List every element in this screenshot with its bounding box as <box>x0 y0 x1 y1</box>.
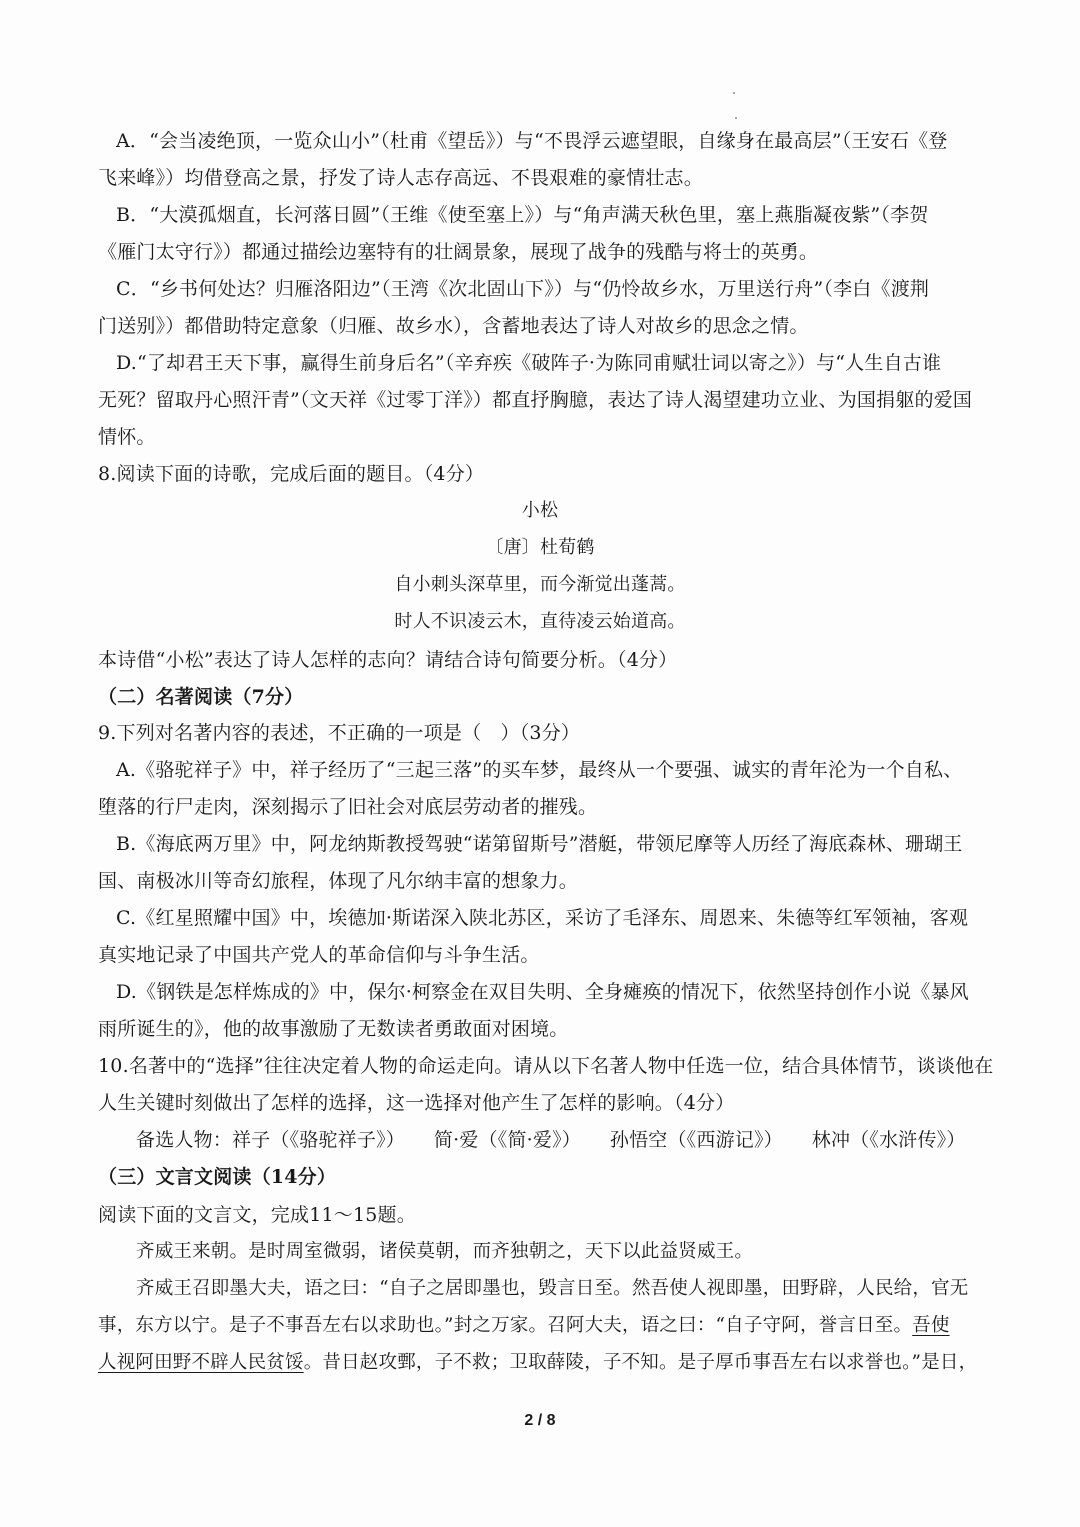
q9-option-a-line2: 堕落的行尸走肉，深刻揭示了旧社会对底层劳动者的摧残。 <box>98 796 598 818</box>
q7-option-c-line1: C．“乡书何处达？归雁洛阳边”（王湾《次北固山下》）与“仍怜故乡水，万里送行舟”（李白《渡荆 <box>116 278 930 300</box>
q9-option-b-line2: 国、南极冰川等奇幻旅程，体现了凡尔纳丰富的想象力。 <box>98 870 579 892</box>
q7-option-b-line1: B．“大漠孤烟直，长河落日圆”（王维《使至塞上》）与“角声满天秋色里，塞上燕脂凝夜紫”（李贺 <box>116 204 929 226</box>
classical-paragraph-2-line1: 齐威王召即墨大夫，语之曰：“自子之居即墨也，毁言日至。然吾使人视即墨，田野辟，人民给，官无 <box>136 1278 969 1299</box>
classical-intro: 阅读下面的文言文，完成11～15题。 <box>98 1204 416 1226</box>
q10-prompt-line2: 人生关键时刻做出了怎样的选择，这一选择对他产生了怎样的影响。（4分） <box>98 1092 735 1114</box>
q7-option-c-line2: 门送别》）都借助特定意象（归雁、故乡水），含蓄地表达了诗人对故乡的思念之情。 <box>98 315 809 337</box>
section-heading-classical-chinese: （三）文言文阅读（14分） <box>98 1166 337 1188</box>
classical-paragraph-1: 齐威王来朝。是时周室微弱，诸侯莫朝，而齐独朝之，天下以此益贤威王。 <box>136 1241 754 1262</box>
section-heading-classics: （二）名著阅读（7分） <box>98 686 304 708</box>
q9-option-d-line1: D.《钢铁是怎样炼成的》中，保尔·柯察金在双目失明、全身瘫痪的情况下，依然坚持创作小说《暴风 <box>116 981 969 1003</box>
q8-prompt: 8.阅读下面的诗歌，完成后面的题目。（4分） <box>98 463 485 485</box>
classical-paragraph-2-line2 <box>98 1313 950 1339</box>
underlined-sentence-start: 吾使 <box>912 1315 950 1336</box>
q7-option-a-line2: 飞来峰》）均借登高之景，抒发了诗人志存高远、不畏艰难的豪情壮志。 <box>98 167 703 189</box>
q9-option-d-line2: 雨所诞生的》，他的故事激励了无数读者勇敢面对困境。 <box>98 1018 569 1040</box>
poem-title: 小松 <box>521 500 559 521</box>
classical-text: 。昔日赵攻鄄，子不救；卫取薛陵，子不知。是子厚币事吾左右以求誉也。”是日， <box>303 1352 978 1373</box>
q10-prompt-line1: 10.名著中的“选择”往往决定着人物的命运走向。请从以下名著人物中任选一位，结合具体情节，谈谈他在 <box>98 1055 994 1077</box>
scan-speck <box>735 117 737 119</box>
scan-speck <box>733 92 735 94</box>
q7-option-d-line2: 无死？留取丹心照汗青”（文天祥《过零丁洋》）都直抒胸臆，表达了诗人渴望建功立业、为国捐躯的爱国 <box>98 389 973 411</box>
q7-option-d-line3: 情怀。 <box>98 426 156 448</box>
classical-paragraph-2-line3 <box>98 1350 977 1376</box>
q9-option-a-line1: A.《骆驼祥子》中，祥子经历了“三起三落”的买车梦，最终从一个要强、诚实的青年沦为一个自私、 <box>116 759 963 781</box>
q7-option-a-line1: A．“会当凌绝顶，一览众山小”（杜甫《望岳》）与“不畏浮云遮望眼，自缘身在最高层”（王安石《登 <box>116 130 948 152</box>
q7-option-d-line1: D.“了却君王天下事，赢得生前身后名”（辛弃疾《破阵子·为陈同甫赋壮词以寄之》）与“人生自古谁 <box>116 352 942 374</box>
q9-prompt: 9.下列对名著内容的表述，不正确的一项是（ ）（3分） <box>98 722 581 744</box>
classical-text: 事，东方以宁。是子不事吾左右以求助也。”封之万家。召阿大夫，语之曰：“自子守阿，誉言日至。 <box>98 1315 913 1336</box>
q7-option-b-line2: 《雁门太守行》）都通过描绘边塞特有的壮阔景象，展现了战争的残酷与将士的英勇。 <box>98 241 819 263</box>
page-number: 2 / 8 <box>524 1412 556 1429</box>
q9-option-b-line1: B.《海底两万里》中，阿龙纳斯教授驾驶“诺第留斯号”潜艇，带领尼摩等人历经了海底森林、珊瑚王 <box>116 833 963 855</box>
poem-author: 〔唐〕杜荀鹤 <box>485 537 595 558</box>
poem-line-2: 时人不识凌云木，直待凌云始道高。 <box>394 611 686 632</box>
q8-question: 本诗借“小松”表达了诗人怎样的志向？请结合诗句简要分析。（4分） <box>98 649 678 671</box>
q9-option-c-line1: C.《红星照耀中国》中，埃德加·斯诺深入陕北苏区，采访了毛泽东、周恩来、朱德等红军领袖，客观 <box>116 907 969 929</box>
poem-line-1: 自小刺头深草里，而今渐觉出蓬蒿。 <box>394 574 686 595</box>
underlined-sentence-end: 人视阿田野不辟人民贫馁 <box>98 1352 304 1373</box>
q9-option-c-line2: 真实地记录了中国共产党人的革命信仰与斗争生活。 <box>98 944 540 966</box>
q10-candidate-characters: 备选人物：祥子（《骆驼祥子》） 简·爱（《简·爱》） 孙悟空（《西游记》） 林冲（《水浒传》） <box>136 1129 966 1151</box>
